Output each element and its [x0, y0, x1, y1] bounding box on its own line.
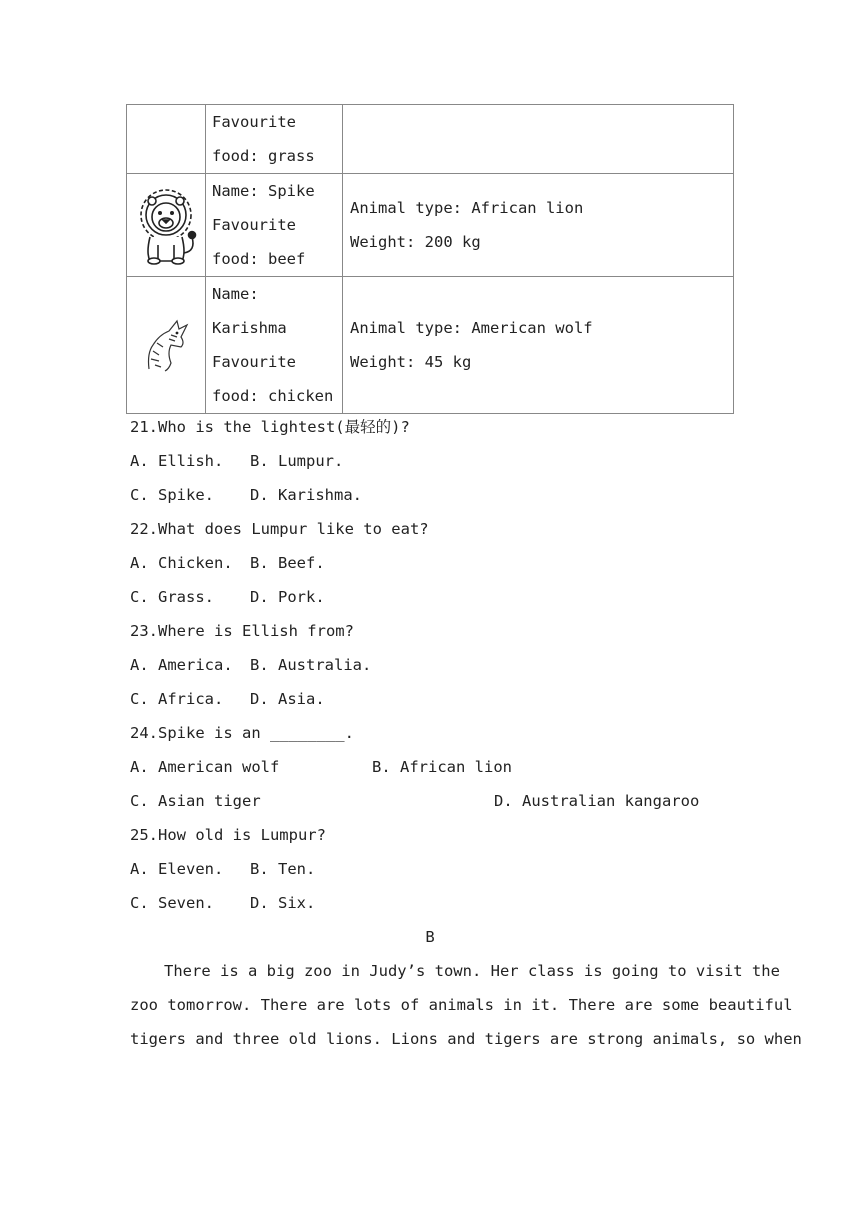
passage-line: zoo tomorrow. There are lots of animals in it. There are some beautiful [130, 996, 793, 1014]
option-a: A. Ellish. [130, 452, 224, 470]
passage-line: There is a big zoo in Judy’s town. Her class is going to visit the [164, 962, 780, 980]
animal-detail-cell [343, 174, 734, 277]
option-d: D. Australian kangaroo [494, 792, 700, 810]
info-line: Favourite [212, 216, 296, 234]
option-b: B. Ten. [250, 860, 316, 878]
option-b: B. Lumpur. [250, 452, 344, 470]
option-c: C. Seven. [130, 894, 214, 912]
info-line: Name: Spike [212, 182, 315, 200]
animal-detail-cell [343, 105, 734, 174]
question-23: 23.Where is Ellish from? [130, 622, 354, 640]
animal-info-cell [206, 174, 343, 277]
option-b: B. Australia. [250, 656, 372, 674]
option-c: C. Grass. [130, 588, 214, 606]
info-line: food: chicken [212, 387, 334, 405]
animal-image-cell [127, 105, 206, 174]
animal-image-cell [127, 277, 206, 414]
option-a: A. Eleven. [130, 860, 224, 878]
table-row [127, 174, 734, 277]
option-b: B. Beef. [250, 554, 325, 572]
section-heading: B [425, 928, 435, 946]
animal-info-cell [206, 105, 343, 174]
table-row [127, 277, 734, 414]
info-line: Favourite [212, 353, 296, 371]
question-25: 25.How old is Lumpur? [130, 826, 326, 844]
animal-image-cell [127, 174, 206, 277]
info-line: Favourite [212, 113, 296, 131]
detail-line: Weight: 200 kg [350, 233, 481, 251]
detail-line: Animal type: African lion [350, 199, 584, 217]
option-a: A. American wolf [130, 758, 280, 776]
passage-line: tigers and three old lions. Lions and tigers are strong animals, so when [130, 1030, 802, 1048]
animal-info-table [126, 104, 734, 414]
option-b: B. African lion [372, 758, 512, 776]
option-d: D. Asia. [250, 690, 325, 708]
info-line: food: beef [212, 250, 306, 268]
option-d: D. Pork. [250, 588, 325, 606]
animal-info-cell [206, 277, 343, 414]
option-d: D. Six. [250, 894, 316, 912]
info-line: Karishma [212, 319, 287, 337]
option-c: C. Asian tiger [130, 792, 261, 810]
info-line: food: grass [212, 147, 315, 165]
option-a: A. America. [130, 656, 233, 674]
wolf-icon [141, 317, 191, 373]
animal-detail-cell [343, 277, 734, 414]
option-c: C. Spike. [130, 486, 214, 504]
lion-icon [132, 185, 200, 265]
question-21: 21.Who is the lightest(最轻的)? [130, 418, 410, 436]
option-a: A. Chicken. [130, 554, 233, 572]
option-c: C. Africa. [130, 690, 224, 708]
question-24: 24.Spike is an ________. [130, 724, 354, 742]
option-d: D. Karishma. [250, 486, 362, 504]
detail-line: Animal type: American wolf [350, 319, 593, 337]
info-line: Name: [212, 285, 259, 303]
detail-line: Weight: 45 kg [350, 353, 472, 371]
table-row [127, 105, 734, 174]
question-22: 22.What does Lumpur like to eat? [130, 520, 429, 538]
